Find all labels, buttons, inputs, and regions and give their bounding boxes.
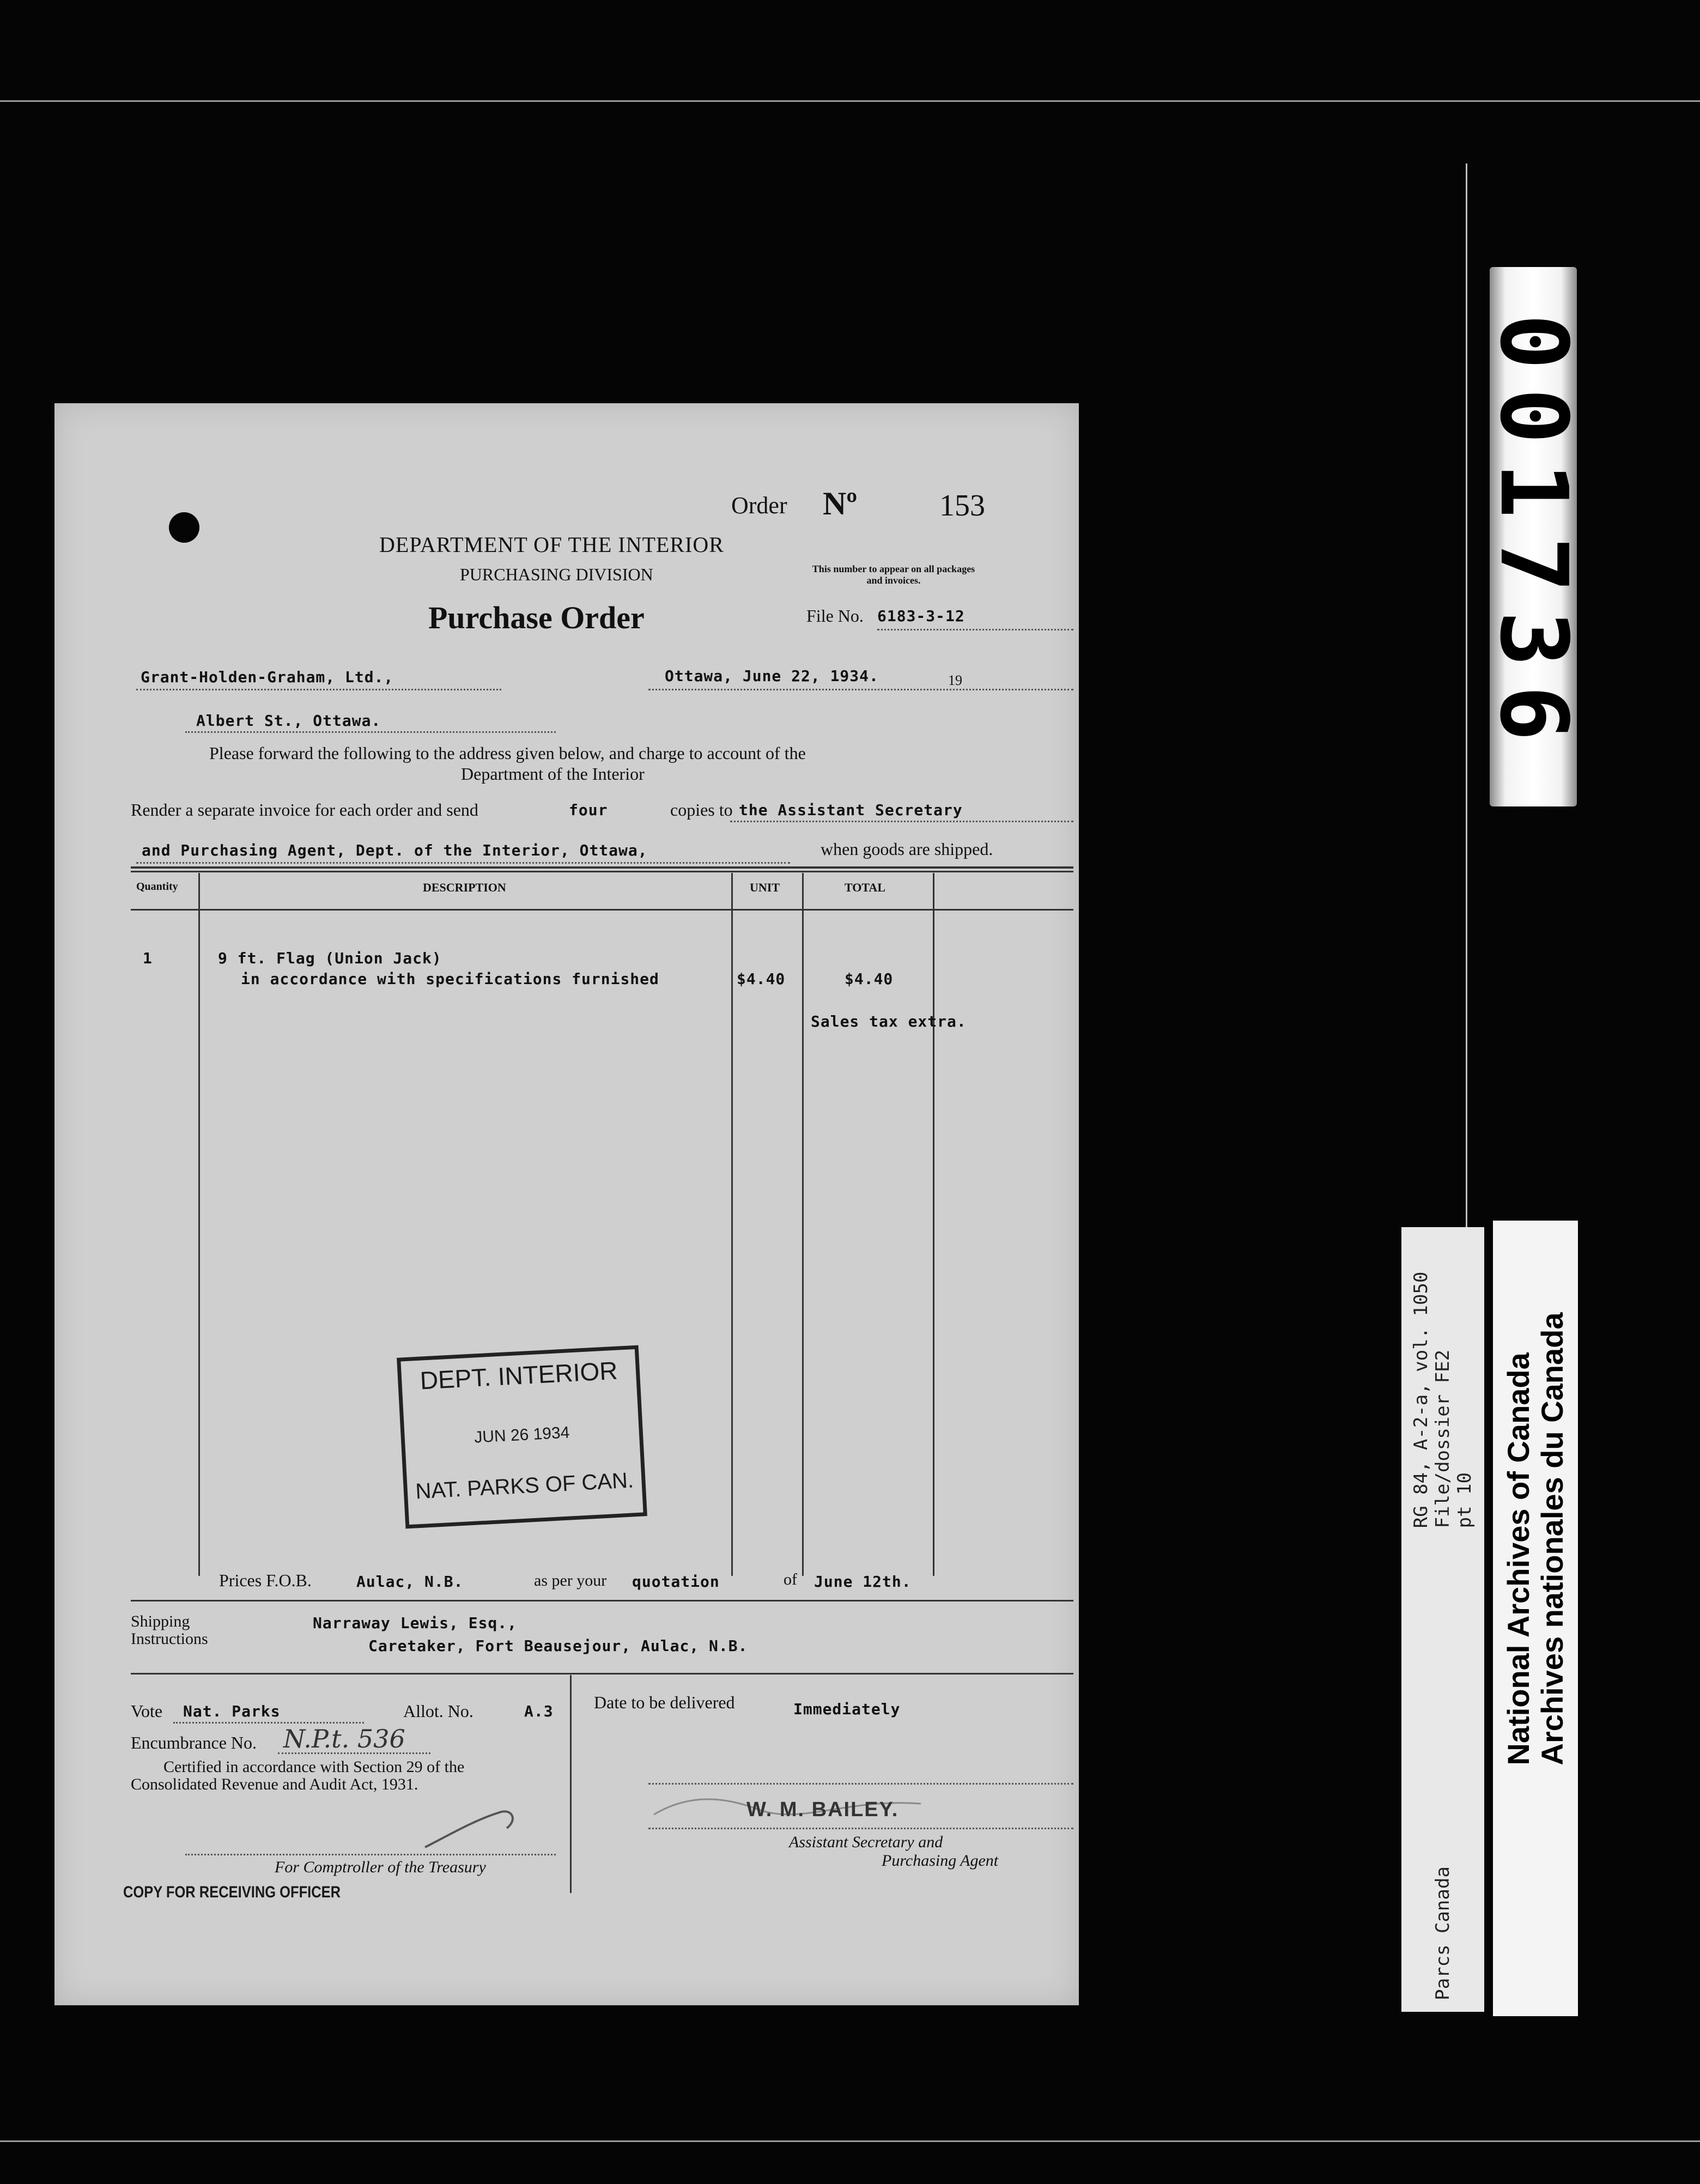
shipping-label (131, 1613, 208, 1648)
send-to-line-2: and Purchasing Agent, Dept. of the Interior, Ottawa, (142, 841, 648, 859)
reference-line-1: RG 84, A-2-a, vol. 1050 (1410, 1271, 1432, 1528)
division-heading: PURCHASING DIVISION (460, 565, 653, 584)
encumbrance-value: N.P.t. 536 (283, 1724, 405, 1754)
fob-label: Prices F.O.B. (219, 1570, 312, 1590)
description-column-rule (731, 873, 733, 1576)
frame-number: 001736 (1479, 313, 1587, 760)
punch-hole (169, 512, 199, 543)
header-description: DESCRIPTION (423, 881, 506, 894)
place-date: Ottawa, June 22, 1934. (665, 667, 879, 685)
table-header-rule (131, 909, 1073, 911)
header-unit: UNIT (750, 881, 780, 894)
archives-name-fr: Archives nationales du Canada (1535, 1312, 1569, 1766)
instructions-line-2: Department of the Interior (461, 764, 645, 784)
file-number: 6183-3-12 (877, 607, 965, 625)
header-total: TOTAL (845, 881, 885, 894)
copy-designation: COPY FOR RECEIVING OFFICER (123, 1883, 341, 1901)
shipping-top-rule (131, 1600, 1073, 1601)
table-top-rule-2 (131, 871, 1073, 872)
stamp-line-1: DEPT. INTERIOR (419, 1356, 618, 1395)
comptroller-caption: For Comptroller of the Treasury (275, 1858, 486, 1876)
upper-signature-line (648, 1783, 1073, 1785)
vendor-name: Grant-Holden-Graham, Ltd., (141, 668, 394, 686)
reference-line-2: File/dossier FE2 (1432, 1349, 1454, 1528)
comptroller-initial (414, 1798, 534, 1858)
fob-place: Aulac, N.B. (356, 1573, 464, 1591)
signer-title-line-2: Purchasing Agent (882, 1852, 999, 1870)
unit-column-rule (802, 873, 804, 1576)
footer-divider (570, 1675, 572, 1893)
per-your-label: as per your (534, 1572, 607, 1590)
received-stamp (397, 1345, 647, 1529)
archives-label (1493, 1221, 1578, 2016)
date-delivered-label: Date to be delivered (594, 1692, 735, 1712)
certified-line-1: Certified in accordance with Section 29 of the (163, 1758, 465, 1776)
copies-to-label: copies to (670, 800, 733, 820)
lower-signature-line (648, 1828, 1073, 1829)
row-description-line-2: in accordance with specifications furnished (241, 970, 659, 988)
vote-label: Vote (131, 1701, 163, 1721)
number-note (806, 563, 981, 586)
department-heading: DEPARTMENT OF THE INTERIOR (379, 532, 724, 557)
when-shipped: when goods are shipped. (821, 839, 993, 859)
encumbrance-label: Encumbrance No. (131, 1733, 257, 1752)
archive-reference-label (1401, 1227, 1484, 2012)
total-column-rule (933, 873, 934, 1576)
agency-name: Parcs Canada (1432, 1866, 1454, 2000)
allot-value: A.3 (524, 1702, 554, 1720)
quotation-date: June 12th. (814, 1573, 912, 1591)
row-total: $4.40 (845, 970, 894, 988)
copies-count: four (569, 801, 608, 819)
purchase-order-document (54, 403, 1079, 2005)
film-bottom-line (0, 2140, 1700, 2142)
order-label: Order (731, 492, 787, 519)
film-top-line (0, 100, 1700, 102)
table-top-rule (131, 866, 1073, 869)
shipping-label-line-2: Instructions (131, 1630, 208, 1648)
send-to-line-1-rule (730, 821, 1073, 822)
stamp-date: JUN 26 1934 (473, 1423, 570, 1447)
send-to-line-2-rule (136, 862, 790, 864)
of-label: of (784, 1570, 797, 1588)
sales-tax-note: Sales tax extra. (811, 1012, 967, 1030)
archives-name-en: National Archives of Canada (1501, 1352, 1535, 1766)
number-note-line-1: This number to appear on all packages (812, 563, 975, 574)
frame-number-strip (1479, 267, 1587, 806)
document-title: Purchase Order (428, 600, 645, 635)
date-delivered-value: Immediately (793, 1700, 901, 1718)
signer-name: W. M. BAILEY. (746, 1798, 899, 1821)
year-prefix: 19 (948, 672, 962, 688)
comptroller-signature-line (185, 1854, 556, 1855)
header-quantity: Quantity (136, 881, 178, 893)
row-quantity: 1 (143, 949, 153, 967)
row-unit: $4.40 (737, 970, 786, 988)
render-prefix: Render a separate invoice for each order and send (131, 800, 478, 820)
shipping-line-1: Narraway Lewis, Esq., (313, 1614, 518, 1632)
row-description-line-1: 9 ft. Flag (Union Jack) (218, 949, 442, 967)
send-to-line-1: the Assistant Secretary (739, 801, 963, 819)
shipping-label-line-1: Shipping (131, 1612, 190, 1630)
signer-title-line-1: Assistant Secretary and (789, 1833, 943, 1851)
order-number: 153 (939, 489, 985, 523)
footer-top-rule (131, 1673, 1073, 1675)
file-number-line (877, 629, 1073, 630)
vendor-name-line (136, 689, 501, 690)
quantity-column-rule (198, 873, 200, 1576)
vendor-address: Albert St., Ottawa. (196, 712, 381, 730)
file-label: File No. (806, 606, 864, 626)
vote-value: Nat. Parks (183, 1702, 281, 1720)
stamp-line-3: NAT. PARKS OF CAN. (415, 1468, 634, 1504)
certified-line-2: Consolidated Revenue and Audit Act, 1931. (131, 1775, 418, 1793)
number-note-line-2: and invoices. (866, 575, 921, 586)
quotation-label: quotation (632, 1573, 720, 1591)
date-line (648, 689, 1073, 690)
vote-line (173, 1722, 364, 1724)
reference-line-3: pt 10 (1454, 1472, 1476, 1528)
vendor-address-line (185, 731, 556, 733)
encumbrance-line (278, 1752, 430, 1754)
number-sign: Nº (823, 486, 858, 521)
instructions-line-1: Please forward the following to the address given below, and charge to account of the (209, 743, 806, 763)
allot-label: Allot. No. (403, 1701, 473, 1721)
shipping-line-2: Caretaker, Fort Beausejour, Aulac, N.B. (368, 1637, 748, 1655)
